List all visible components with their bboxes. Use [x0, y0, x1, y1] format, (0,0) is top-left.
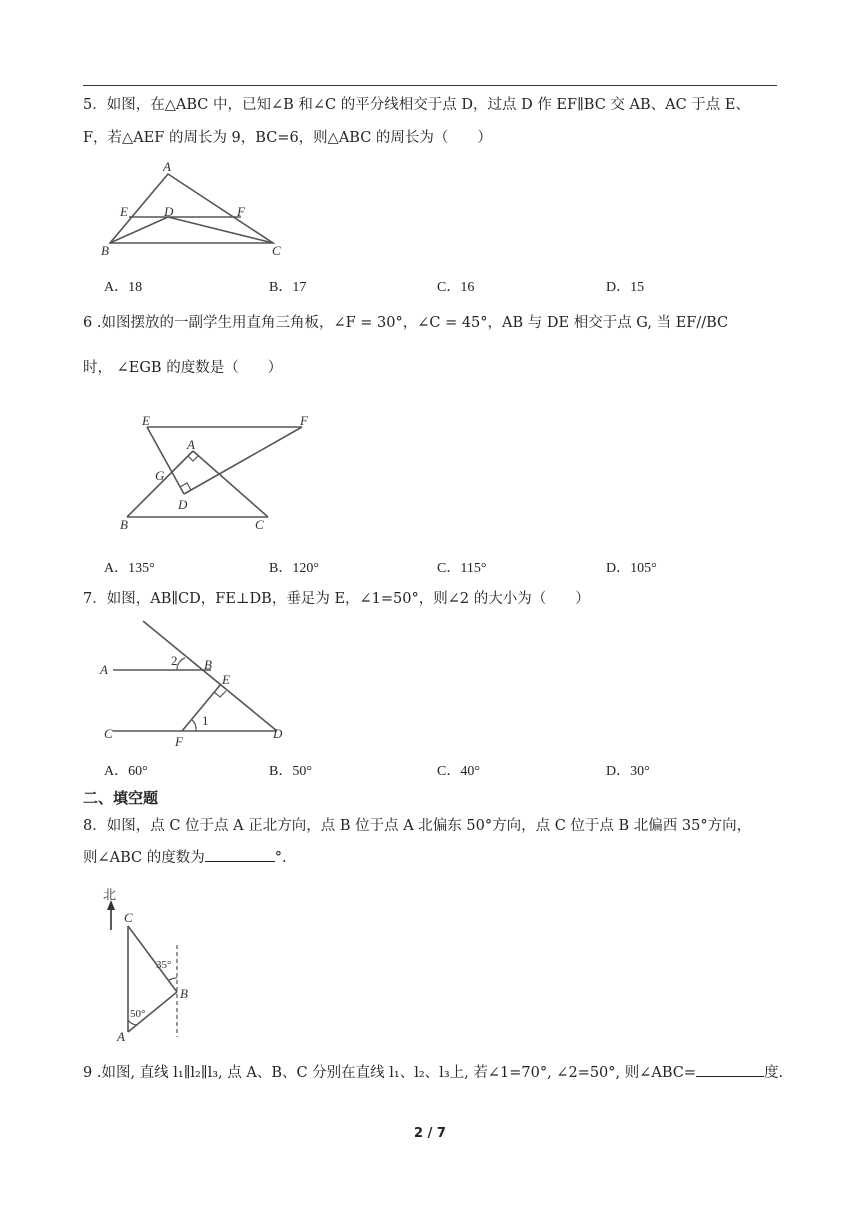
q5-text-line1: 5．如图，在△ABC 中，已知∠B 和∠C 的平分线相交于点 D，过点 D 作 EF∥BC 交 AB、AC 于点 E、: [83, 97, 751, 113]
q6-label-a: A: [187, 437, 195, 452]
section-fill-in-heading: 二、填空题: [83, 789, 159, 807]
q7-choice-d: D．30°: [606, 764, 650, 779]
q5-figure: [95, 160, 295, 260]
q7-choice-a: A．60°: [104, 764, 148, 779]
q6-right-angle-a: [188, 456, 198, 461]
q6-line-ac: [193, 451, 268, 517]
q7-choice-c: C．40°: [437, 764, 480, 779]
q5-label-a: A: [163, 160, 171, 174]
q8-label-a: A: [117, 1029, 125, 1044]
q8-text-pre: 则∠ABC 的度数为: [83, 850, 205, 866]
q5-bisector-cd: [168, 217, 273, 243]
q6-label-c: C: [255, 517, 264, 532]
q7-label-angle-1: 1: [202, 713, 209, 728]
q7-label-b: B: [204, 657, 212, 672]
q8-label-c: C: [124, 910, 133, 925]
q8-label-50: 50°: [130, 1008, 146, 1020]
q7-choice-b: B．50°: [269, 764, 312, 779]
q8-figure: [95, 885, 205, 1045]
q7-label-f: F: [175, 734, 183, 747]
q6-choice-d: D．105°: [606, 561, 657, 576]
q5-choice-b: B．17: [269, 280, 307, 295]
q6-label-b: B: [120, 517, 128, 532]
q9-answer-blank[interactable]: [696, 1062, 764, 1077]
page-number: 2 / 7: [414, 1126, 446, 1141]
q8-arc-50: [128, 1020, 137, 1025]
q6-choice-b: B．120°: [269, 561, 319, 576]
q5-text-line2: F，若△AEF 的周长为 9，BC=6，则△ABC 的周长为（ ）: [83, 130, 492, 146]
q7-line-db: [143, 621, 277, 731]
q5-choice-d: D．15: [606, 280, 645, 295]
q7-arc-angle-2: [177, 658, 185, 670]
q8-text-line1: 8．如图，点 C 位于点 A 正北方向，点 B 位于点 A 北偏东 50°方向，点 C 位于点 B 北偏西 35°方向，: [83, 818, 752, 834]
q7-right-angle-e: [214, 691, 226, 697]
q6-text-line1: 6 .如图摆放的一副学生用直角三角板，∠F = 30°，∠C = 45°，AB 与 DE 相交于点 G, 当 EF//BC: [83, 315, 729, 331]
q8-label-north: 北: [103, 887, 117, 902]
q7-label-angle-2: 2: [171, 653, 178, 668]
q5-bisector-bd: [110, 217, 168, 243]
q5-label-d: D: [164, 204, 174, 219]
q6-label-d: D: [178, 497, 188, 512]
q5-label-c: C: [272, 243, 281, 258]
q6-choice-c: C．115°: [437, 561, 487, 576]
q9-text-pre: 9 .如图, 直线 l₁∥l₂∥l₃, 点 A、B、C 分别在直线 l₁、l₂、l₃上, 若∠1=70°, ∠2=50°, 则∠ABC=: [83, 1065, 697, 1081]
q7-label-a: A: [100, 662, 108, 677]
q9-text: [83, 1062, 783, 1084]
q6-label-f: F: [300, 413, 308, 428]
q8-text-line2: [83, 847, 287, 869]
q8-label-35: 35°: [156, 959, 172, 971]
q7-label-e: E: [222, 672, 230, 687]
q6-choice-a: A．135°: [104, 561, 155, 576]
q5-label-f: F: [237, 204, 245, 219]
q7-label-d: D: [273, 726, 283, 741]
q8-text-post: °.: [274, 850, 287, 866]
header-rule: [83, 85, 777, 86]
q7-figure: [95, 617, 295, 747]
q7-arc-angle-1: [192, 720, 196, 731]
q7-label-c: C: [104, 726, 113, 741]
q8-answer-blank[interactable]: [205, 847, 275, 862]
q6-line-ed: [147, 427, 184, 494]
q5-label-b: B: [101, 243, 109, 258]
q7-text-line1: 7．如图，AB∥CD，FE⊥DB，垂足为 E，∠1=50°，则∠2 的大小为（ ）: [83, 591, 590, 607]
q5-label-e: E: [120, 204, 128, 219]
q6-text-line2: 时， ∠EGB 的度数是（ ）: [83, 360, 283, 376]
q5-choice-a: A．18: [104, 280, 143, 295]
q8-label-b: B: [180, 986, 188, 1001]
q6-figure: [110, 405, 320, 535]
q6-line-df: [184, 427, 302, 494]
q9-text-post: 度.: [764, 1065, 784, 1081]
q5-choice-c: C．16: [437, 280, 475, 295]
q6-label-g: G: [155, 468, 165, 483]
q6-label-e: E: [142, 413, 150, 428]
q8-arc-35: [168, 978, 177, 981]
